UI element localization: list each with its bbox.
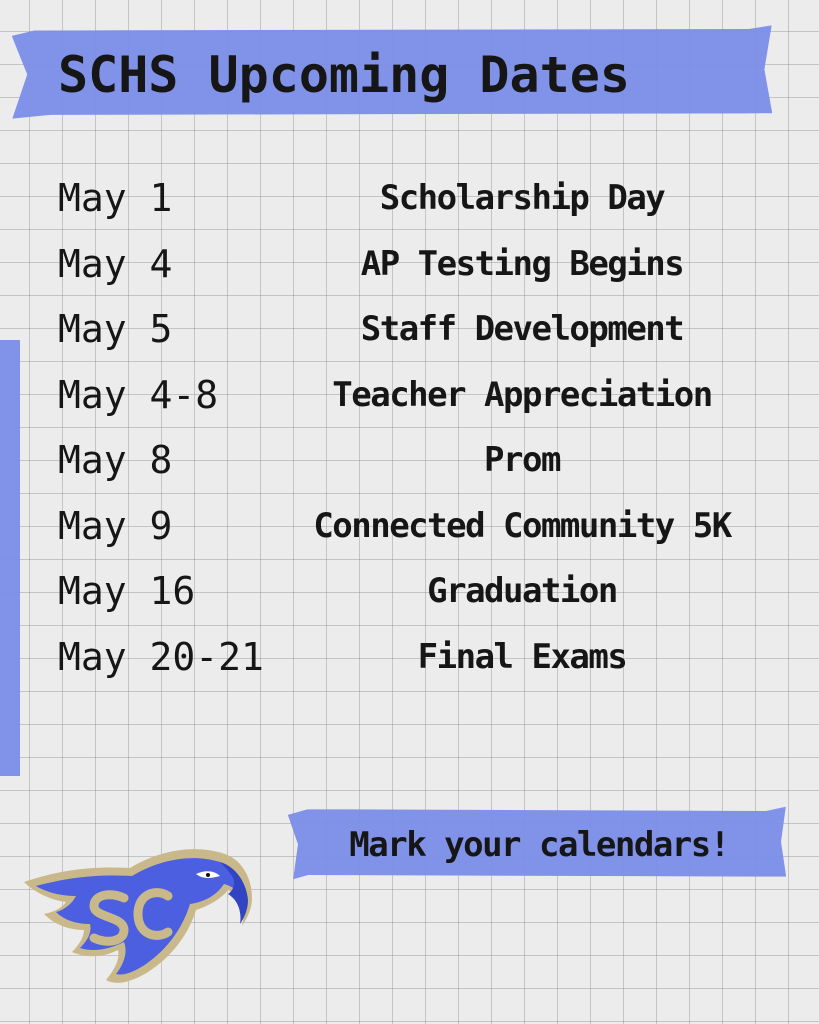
event-name: AP Testing Begins <box>360 243 684 284</box>
hawk-mascot-icon <box>20 840 255 990</box>
event-name: Graduation <box>427 571 617 611</box>
mark-calendars-callout: Mark your calendars! <box>349 825 729 865</box>
event-date: May 5 <box>58 307 173 351</box>
event-name: Teacher Appreciation <box>332 374 712 415</box>
event-row <box>0 627 819 693</box>
event-name: Connected Community 5K <box>313 505 731 546</box>
event-date: May 8 <box>58 438 173 482</box>
event-row <box>0 365 819 431</box>
event-row <box>0 168 819 234</box>
event-row <box>0 561 819 627</box>
events-list <box>0 168 819 692</box>
event-date: May 4-8 <box>58 372 219 417</box>
event-row <box>0 496 819 562</box>
event-name: Scholarship Day <box>379 178 665 218</box>
event-date: May 16 <box>58 569 196 613</box>
event-name: Final Exams <box>417 636 627 677</box>
event-date: May 20-21 <box>58 634 264 679</box>
event-date: May 1 <box>58 176 173 220</box>
event-name: Prom <box>484 440 560 480</box>
event-row <box>0 299 819 365</box>
event-date: May 9 <box>58 503 173 548</box>
event-name: Staff Development <box>360 309 684 349</box>
hawk-pupil <box>206 873 210 877</box>
page-title: SCHS Upcoming Dates <box>58 46 630 104</box>
event-date: May 4 <box>58 241 173 286</box>
event-row <box>0 430 819 496</box>
event-row <box>0 234 819 300</box>
